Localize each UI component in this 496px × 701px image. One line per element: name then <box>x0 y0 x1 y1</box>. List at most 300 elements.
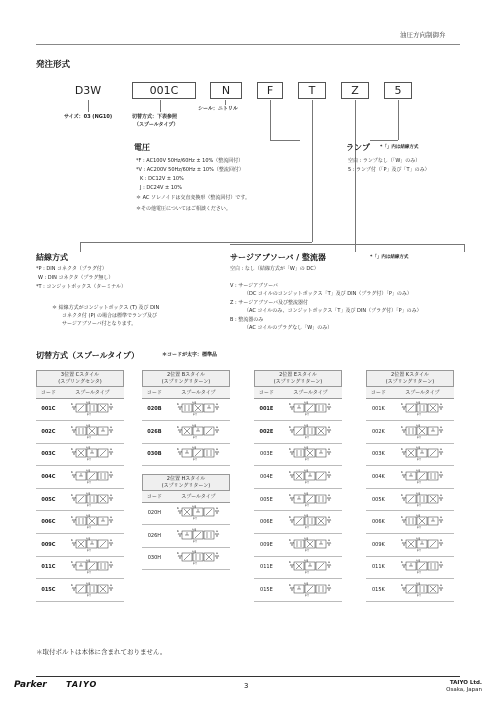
valve-symbol-icon <box>288 445 332 461</box>
spool-code: 002C <box>36 421 61 444</box>
table-row <box>36 398 124 421</box>
svg-text:a: a <box>328 515 331 520</box>
spool-code: 006C <box>36 511 61 534</box>
order-title: 発注形式 <box>36 60 71 70</box>
connector-line <box>355 100 356 252</box>
table-row <box>254 398 342 421</box>
svg-text:b: b <box>401 402 404 407</box>
svg-text:P T: P T <box>417 594 422 598</box>
column-header-type: スプールタイプ <box>279 387 342 398</box>
spool-symbol <box>279 421 342 444</box>
parker-logo: Parker <box>14 680 47 690</box>
table-row <box>36 443 124 466</box>
svg-text:A B: A B <box>304 537 309 541</box>
spool-symbol <box>61 534 124 557</box>
caption-type: (スプリングリターン) <box>161 379 211 385</box>
valve-symbol-icon <box>70 423 114 439</box>
table-row <box>366 534 454 557</box>
connector-line <box>370 140 398 141</box>
valve-symbol-icon <box>400 423 444 439</box>
spool-table-caption <box>36 370 124 387</box>
table-row <box>254 421 342 444</box>
spool-title: 切替方式（スプールタイプ） <box>36 351 139 360</box>
spool-code: 011C <box>36 556 61 579</box>
svg-text:b: b <box>401 560 404 565</box>
svg-text:A B: A B <box>304 469 309 473</box>
svg-text:A B: A B <box>192 505 197 509</box>
table-row <box>36 466 124 489</box>
surge-line: 空白 : なし（結線方式が「W」の DC） <box>230 266 319 272</box>
svg-text:a: a <box>110 537 113 542</box>
svg-text:a: a <box>328 470 331 475</box>
caption-type: (スプリングリターン) <box>161 483 211 489</box>
surge-line: Z : サージアブソーバ及び整流器付 <box>230 300 308 306</box>
svg-text:a: a <box>110 470 113 475</box>
valve-symbol-icon <box>176 423 220 439</box>
table-row <box>36 488 124 511</box>
spool-symbol <box>167 398 230 421</box>
spool-symbol <box>391 466 454 489</box>
svg-text:a: a <box>328 402 331 407</box>
svg-text:b: b <box>289 402 292 407</box>
spool-code: 004C <box>36 466 61 489</box>
valve-symbol-icon <box>400 491 444 507</box>
svg-text:b: b <box>71 560 74 565</box>
lamp-line: 5 : ランプ付（「P」及び「T」のみ） <box>348 167 430 173</box>
svg-text:A B: A B <box>86 424 91 428</box>
svg-text:b: b <box>401 583 404 588</box>
wiring-line: *P : DIN コネクタ（プラグ付） <box>36 266 107 272</box>
svg-text:P T: P T <box>305 549 310 552</box>
svg-text:b: b <box>401 537 404 542</box>
svg-text:P T: P T <box>305 504 310 507</box>
column-header-code: コード <box>142 491 167 502</box>
connector-line <box>398 100 399 140</box>
wiring-note: コネクタ付 (P) の場合は標準でランプ及び <box>62 313 157 319</box>
table-header-row <box>254 387 342 398</box>
voltage-line: J : DC24V ± 10% <box>140 185 182 191</box>
lamp-line: 空白 : ランプなし（「W」のみ） <box>348 158 421 164</box>
svg-text:a: a <box>440 560 443 565</box>
svg-text:P T: P T <box>193 458 198 462</box>
svg-text:b: b <box>401 424 404 429</box>
footer-rule <box>36 676 460 677</box>
spool-symbol <box>279 511 342 534</box>
svg-text:A B: A B <box>416 514 421 518</box>
valve-symbol-icon <box>70 491 114 507</box>
company-info <box>428 680 482 694</box>
svg-text:b: b <box>289 447 292 452</box>
page-number: 3 <box>244 682 249 690</box>
spool-symbol <box>279 556 342 579</box>
svg-text:P T: P T <box>87 458 92 462</box>
spool-symbol <box>279 398 342 421</box>
company-location: Osaka, Japan <box>446 687 482 693</box>
table-row <box>254 556 342 579</box>
svg-text:a: a <box>328 424 331 429</box>
valve-symbol-icon <box>400 445 444 461</box>
voltage-title: 電圧 <box>134 143 150 152</box>
spool-code: 002K <box>366 421 391 444</box>
svg-text:A B: A B <box>86 446 91 450</box>
code-spool: 001C <box>132 82 196 99</box>
spool-code: 001C <box>36 398 61 421</box>
lamp-title: ランプ <box>346 143 370 152</box>
svg-text:P T: P T <box>193 413 198 417</box>
valve-symbol-icon <box>176 400 220 416</box>
svg-text:A B: A B <box>416 446 421 450</box>
svg-text:P T: P T <box>87 413 92 417</box>
spool-code: 011E <box>254 556 279 579</box>
table-row <box>366 488 454 511</box>
spool-code: 009C <box>36 534 61 557</box>
spool-symbol <box>279 534 342 557</box>
svg-text:A B: A B <box>304 446 309 450</box>
valve-symbol-icon <box>400 513 444 529</box>
svg-text:P T: P T <box>87 436 92 439</box>
voltage-line: *V : AC200V 50Hz/60Hz ± 10%（整流回付） <box>136 167 244 173</box>
svg-text:b: b <box>177 551 180 556</box>
spool-symbol <box>391 511 454 534</box>
spool-symbol <box>167 525 230 548</box>
surge-line: （AC コイルのみ、コンジットボックス「T」及び DIN（プラグ付）「P」のみ） <box>244 308 422 314</box>
voltage-line: *F : AC100V 50Hz/60Hz ± 10%（整流回付） <box>136 158 244 164</box>
valve-symbol-icon <box>400 400 444 416</box>
svg-text:a: a <box>216 528 219 533</box>
spool-code: 004K <box>366 466 391 489</box>
valve-symbol-icon <box>400 468 444 484</box>
lamp-note: *「」内は結線方式 <box>380 145 419 150</box>
spool-symbol <box>391 421 454 444</box>
spool-table-caption <box>142 474 230 491</box>
spool-code: 026B <box>142 421 167 444</box>
valve-symbol-icon <box>288 513 332 529</box>
spool-code: 003E <box>254 443 279 466</box>
connector-line <box>270 100 271 140</box>
svg-text:b: b <box>71 447 74 452</box>
svg-text:A B: A B <box>304 559 309 563</box>
svg-text:a: a <box>440 424 443 429</box>
table-row <box>142 421 230 444</box>
svg-text:b: b <box>177 402 180 407</box>
svg-text:P T: P T <box>305 526 310 530</box>
code-surge: Z <box>341 82 369 99</box>
spool-symbol <box>167 502 230 525</box>
column-header-code: コード <box>36 387 61 398</box>
svg-text:P T: P T <box>193 540 198 543</box>
svg-text:A B: A B <box>416 469 421 473</box>
svg-text:A B: A B <box>86 401 91 405</box>
table-row <box>254 488 342 511</box>
svg-text:P T: P T <box>193 517 198 521</box>
svg-text:A B: A B <box>192 528 197 532</box>
surge-line: （DC コイルのコンジットボックス「T」及び DIN（プラグ付）「P」のみ） <box>244 291 412 297</box>
svg-text:A B: A B <box>416 537 421 541</box>
table-row <box>142 398 230 421</box>
spool-code: 030B <box>142 443 167 466</box>
voltage-line: ＊ AC ソレノイドは交直変換形（整流回付）です。 <box>136 195 250 201</box>
header-rule <box>36 44 460 45</box>
svg-text:b: b <box>289 515 292 520</box>
spool-table <box>36 387 124 602</box>
table-row <box>142 443 230 466</box>
svg-text:b: b <box>71 402 74 407</box>
table-row <box>36 556 124 579</box>
table-row <box>36 511 124 534</box>
header-title: 油圧方向制御弁 <box>400 31 446 39</box>
spool-code: 009K <box>366 534 391 557</box>
wiring-line: W : DIN コネクタ（プラグ無し） <box>38 275 114 281</box>
spool-code: 001E <box>254 398 279 421</box>
svg-text:a: a <box>216 402 219 407</box>
spool-symbol <box>391 534 454 557</box>
spool-code: 005E <box>254 488 279 511</box>
taiyo-logo: TAIYO <box>66 680 98 689</box>
svg-text:A B: A B <box>192 424 197 428</box>
spool-symbol <box>61 443 124 466</box>
svg-text:A B: A B <box>86 559 91 563</box>
spool-symbol <box>61 511 124 534</box>
valve-symbol-icon <box>176 445 220 461</box>
svg-text:a: a <box>328 447 331 452</box>
spool-code: 002E <box>254 421 279 444</box>
table-row <box>366 421 454 444</box>
connector-line <box>225 100 226 105</box>
footnote: ＊取付ボルトは本体に含まれておりません。 <box>36 648 167 656</box>
spool-code: 004E <box>254 466 279 489</box>
svg-text:A B: A B <box>416 582 421 586</box>
code-voltage: F <box>257 82 283 99</box>
table-header-row <box>36 387 124 398</box>
svg-text:P T: P T <box>305 436 310 439</box>
spool-code: 015E <box>254 579 279 602</box>
svg-text:P T: P T <box>305 458 310 462</box>
company-name: TAIYO Ltd. <box>449 680 482 686</box>
svg-text:a: a <box>328 537 331 542</box>
spool-table <box>142 491 230 570</box>
svg-text:a: a <box>216 506 219 511</box>
spool-code: 006E <box>254 511 279 534</box>
caption-style: 2位置 Eスタイル <box>279 372 317 378</box>
spool-code: 006K <box>366 511 391 534</box>
table-row <box>366 466 454 489</box>
surge-line: B : 整流器のみ <box>230 317 264 323</box>
svg-text:A B: A B <box>86 537 91 541</box>
valve-symbol-icon <box>288 468 332 484</box>
svg-text:b: b <box>401 492 404 497</box>
svg-text:A B: A B <box>304 582 309 586</box>
svg-text:P T: P T <box>87 481 92 485</box>
spool-symbol <box>279 443 342 466</box>
svg-text:A B: A B <box>192 550 197 554</box>
svg-text:a: a <box>328 492 331 497</box>
svg-text:a: a <box>328 560 331 565</box>
svg-text:A B: A B <box>86 582 91 586</box>
spool-symbol <box>391 443 454 466</box>
svg-text:A B: A B <box>192 446 197 450</box>
svg-text:a: a <box>440 492 443 497</box>
spool-code: 011K <box>366 556 391 579</box>
svg-text:P T: P T <box>305 413 310 417</box>
valve-symbol-icon <box>288 536 332 552</box>
voltage-line: ＊その他電圧についてはご相談ください。 <box>136 206 231 212</box>
spool-symbol <box>279 466 342 489</box>
svg-text:a: a <box>440 447 443 452</box>
table-row <box>36 421 124 444</box>
table-row <box>254 443 342 466</box>
caption-style: 2位置 Kスタイル <box>391 372 429 378</box>
svg-text:P T: P T <box>417 504 422 507</box>
svg-text:A B: A B <box>416 492 421 496</box>
valve-symbol-icon <box>70 513 114 529</box>
spool-symbol <box>61 421 124 444</box>
surge-line: V : サージアブソーバ <box>230 283 278 289</box>
svg-text:a: a <box>440 537 443 542</box>
column-header-type: スプールタイプ <box>167 387 230 398</box>
svg-text:A B: A B <box>304 492 309 496</box>
svg-text:b: b <box>289 560 292 565</box>
spool-symbol <box>391 488 454 511</box>
column-header-type: スプールタイプ <box>391 387 454 398</box>
svg-text:b: b <box>177 424 180 429</box>
wiring-title: 結線方式 <box>36 253 68 262</box>
svg-text:P T: P T <box>417 458 422 462</box>
column-header-type: スプールタイプ <box>61 387 124 398</box>
spool-symbol <box>61 579 124 602</box>
svg-text:b: b <box>401 515 404 520</box>
svg-text:P T: P T <box>193 562 198 566</box>
spool-code: 005K <box>366 488 391 511</box>
code-lamp: 5 <box>384 82 412 99</box>
valve-symbol-icon <box>70 581 114 597</box>
column-header-code: コード <box>366 387 391 398</box>
svg-text:a: a <box>328 583 331 588</box>
caption-style: 2位置 Bスタイル <box>166 372 206 378</box>
table-header-row <box>366 387 454 398</box>
spool-symbol <box>61 466 124 489</box>
seal-label: シール：ニトリル <box>198 106 238 112</box>
valve-symbol-icon <box>288 558 332 574</box>
svg-text:b: b <box>71 537 74 542</box>
caption-style: 2位置 Hスタイル <box>166 476 206 482</box>
spool-code: 003K <box>366 443 391 466</box>
svg-text:a: a <box>110 424 113 429</box>
svg-text:P T: P T <box>87 549 92 552</box>
table-row <box>366 443 454 466</box>
svg-text:P T: P T <box>417 436 422 439</box>
svg-text:P T: P T <box>417 526 422 530</box>
spool-table-caption <box>366 370 454 387</box>
table-row <box>142 525 230 548</box>
surge-line: （AC コイルのプラグなし「W」のみ） <box>244 325 333 331</box>
connector-line <box>270 140 300 141</box>
connector-line <box>312 100 313 242</box>
spool-symbol <box>391 579 454 602</box>
svg-text:a: a <box>440 470 443 475</box>
svg-text:b: b <box>71 424 74 429</box>
svg-text:b: b <box>289 537 292 542</box>
valve-symbol-icon <box>70 400 114 416</box>
valve-symbol-icon <box>400 536 444 552</box>
svg-text:P T: P T <box>193 436 198 439</box>
spool-code: 015K <box>366 579 391 602</box>
table-row <box>254 466 342 489</box>
svg-text:b: b <box>71 492 74 497</box>
spool-code: 020H <box>142 502 167 525</box>
valve-symbol-icon <box>70 468 114 484</box>
size-label: サイズ：03 (NG10) <box>64 114 113 120</box>
connector-line <box>80 242 312 243</box>
spool-symbol <box>61 488 124 511</box>
spool-table <box>366 387 454 602</box>
spool-symbol <box>279 488 342 511</box>
table-row <box>254 579 342 602</box>
spool-code: 009E <box>254 534 279 557</box>
voltage-line: K : DC12V ± 10% <box>140 176 184 182</box>
spool-symbol <box>391 556 454 579</box>
svg-text:a: a <box>110 560 113 565</box>
svg-text:P T: P T <box>305 594 310 598</box>
spool-symbol <box>167 443 230 466</box>
spool-code: 030H <box>142 547 167 570</box>
spool-code: 005C <box>36 488 61 511</box>
valve-symbol-icon <box>288 400 332 416</box>
table-row <box>142 502 230 525</box>
table-header-row <box>142 387 230 398</box>
svg-text:a: a <box>216 447 219 452</box>
table-row <box>366 511 454 534</box>
switch-label-1: 切替方式：下表参照 <box>132 114 178 120</box>
svg-text:P T: P T <box>417 481 422 485</box>
table-row <box>366 579 454 602</box>
svg-text:a: a <box>216 551 219 556</box>
table-row <box>142 547 230 570</box>
code-wiring: T <box>298 82 326 99</box>
svg-text:A B: A B <box>304 424 309 428</box>
svg-text:a: a <box>440 583 443 588</box>
svg-text:b: b <box>289 492 292 497</box>
spool-note: ＊コードが太字：標準品 <box>162 352 218 358</box>
svg-text:P T: P T <box>305 481 310 485</box>
svg-text:a: a <box>110 447 113 452</box>
wiring-line: *T : コンジットボックス（ターミナル） <box>36 284 126 290</box>
surge-note: *「」内は結線方式 <box>370 255 409 260</box>
svg-text:A B: A B <box>86 492 91 496</box>
table-row <box>36 579 124 602</box>
code-seal: N <box>210 82 242 99</box>
svg-text:P T: P T <box>87 526 92 530</box>
svg-text:b: b <box>401 470 404 475</box>
svg-text:b: b <box>289 424 292 429</box>
svg-text:P T: P T <box>417 549 422 552</box>
svg-text:a: a <box>110 492 113 497</box>
svg-text:b: b <box>71 470 74 475</box>
svg-text:A B: A B <box>86 469 91 473</box>
svg-text:A B: A B <box>416 401 421 405</box>
valve-symbol-icon <box>70 536 114 552</box>
column-header-code: コード <box>254 387 279 398</box>
spool-symbol <box>391 398 454 421</box>
valve-symbol-icon <box>176 549 220 565</box>
table-row <box>254 511 342 534</box>
connector-line <box>464 244 465 252</box>
svg-text:P T: P T <box>87 504 92 507</box>
svg-text:b: b <box>177 506 180 511</box>
column-header-code: コード <box>142 387 167 398</box>
spool-table-caption <box>142 370 230 387</box>
connector-line <box>88 100 89 112</box>
spool-symbol <box>61 398 124 421</box>
